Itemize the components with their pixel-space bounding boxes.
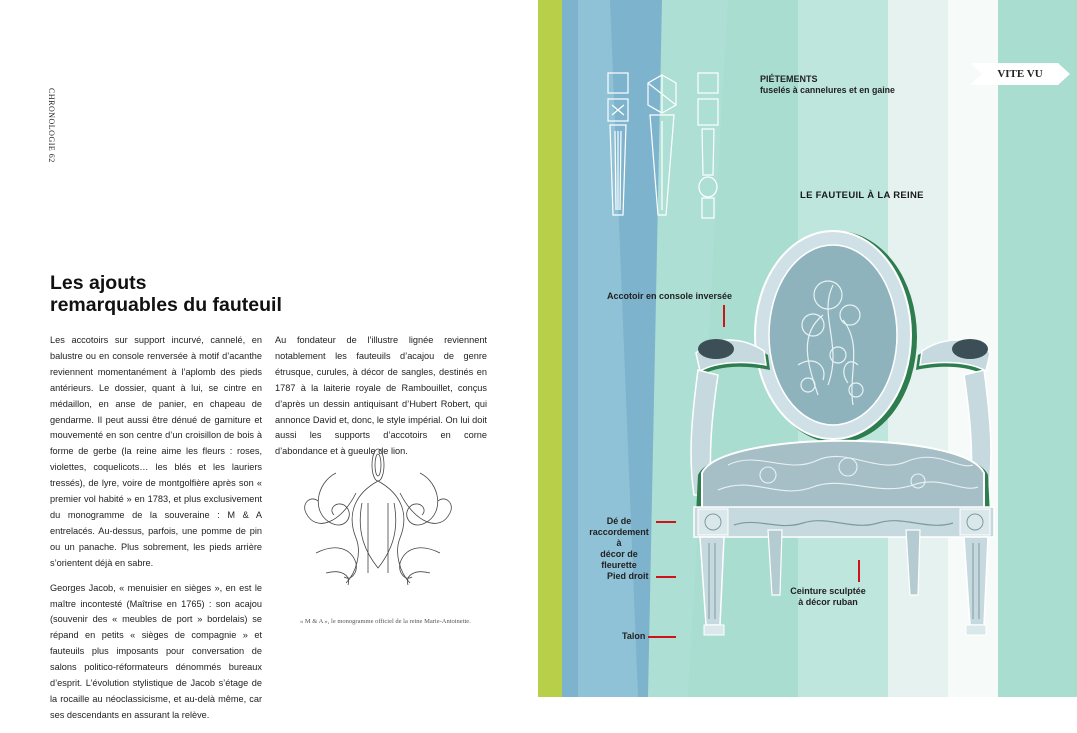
label-accotoir: Accotoir en console inversée (607, 291, 733, 301)
label-talon: Talon (622, 631, 646, 641)
badge-label: VITE VU (997, 68, 1043, 80)
paragraph: Georges Jacob, « menuisier en sièges », en est le maître incontesté (Maîtrise en 1765) : son acajou (souvenir des « meubles de port » bordelais) se répand en petits « sièges de compagnie » et fauteuils plus imposants pour conversation de salons politico-réformateurs dénommés bureaux d’esprit. L’évolution stylistique de Jacob s’étage de la rocaille au néoclassicisme, et au-delà même, car ses descendants en assurant la relève. (50, 582, 262, 720)
text-column-1 (50, 333, 262, 733)
title-line-1: Les ajouts (50, 272, 147, 294)
monogram-illustration (296, 443, 466, 593)
label-de-line-1: Dé de (606, 516, 632, 526)
pietements-subtitle: fuselés à cannelures et en gaine (760, 85, 895, 95)
pietements-title: PIÉTEMENTS (760, 74, 818, 84)
label-ceinture-line-1: Ceinture sculptée (790, 586, 866, 596)
label-pied-droit: Pied droit (607, 571, 649, 581)
label-de-line-3: décor de fleurette (600, 549, 638, 570)
chair-heading: LE FAUTEUIL À LA REINE (800, 190, 924, 201)
label-ceinture-line-2: à décor ruban (798, 597, 858, 607)
label-de-line-2: raccordement à (589, 527, 649, 548)
vite-vu-badge (970, 63, 1070, 90)
title-line-2: remarquables du fauteuil (50, 294, 282, 316)
label-de-raccordement (586, 516, 652, 571)
label-ceinture (784, 586, 872, 608)
article-title (50, 272, 310, 316)
illustration-caption: « M & A », le monogramme officiel de la reine Marie-Antoinette. (300, 618, 471, 625)
paragraph: Les accotoirs sur support incurvé, cannelé, en balustre ou en console renversée à motif d’acanthe reviennent momentanément à l’aplomb des pieds antérieurs. Le dossier, quant à lui, se cintre en médaillon, en anse de panier, en chapeau de gendarme. Il peut aussi être dénué de garniture et mouvementé en son centre d’un croisillon de bois à forme de gerbe (la reine aime les fleurs : roses, violettes, coquelicots… les blés et les lauriers tressés), de lyre, voire de montgolfière après son « premier vol habité » en 1783, et plus exclusivement du monogramme de la souveraine : M & A entrelacés. Au-dessus, parfois, une pomme de pin ou un panache. Plus sobrement, les pieds arrière s’orientent déjà en sabre. (50, 335, 262, 568)
folio-text: CHRONOLOGIE 62 (47, 88, 56, 163)
paragraph: Au fondateur de l’illustre lignée reviennent notablement les fauteuils d’acajou de genre étrusque, curules, à décor de sangles, destinés en 1787 à la laiterie royale de Rambouillet, conçus d’après un dessin antiquisant d’Hubert Robert, qui annonce David et, donc, le style impérial. On lui doit aussi les supports d’accotoirs en corne d’abondance et à gueule de lion. (275, 335, 487, 457)
left-page (0, 0, 538, 720)
right-page (538, 0, 1077, 697)
